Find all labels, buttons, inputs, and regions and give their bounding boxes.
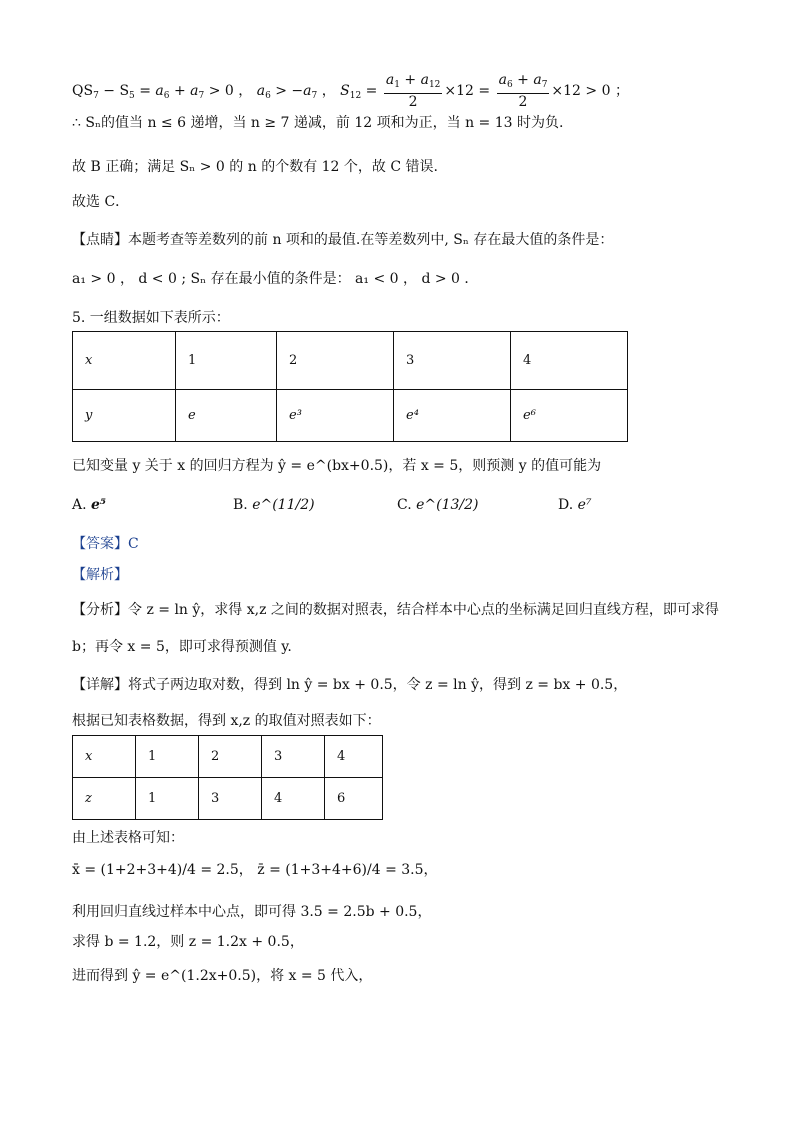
choice-b-value: e^(11/2) — [252, 497, 315, 513]
choice-a-label: A. — [72, 497, 87, 513]
analysis-line-1-text: 【分析】令 z = ln ŷ，求得 x,z 之间的数据对照表，结合样本中心点的坐标满足回归直线方程，即可求得 — [72, 602, 719, 618]
table-cell: 2 — [199, 736, 262, 778]
table-row — [73, 390, 628, 442]
center-line — [72, 902, 431, 922]
from-table-line — [72, 828, 184, 848]
choice-d-value: e⁷ — [577, 497, 592, 513]
tip-text-2: a₁ > 0 ， d < 0 ; Sₙ 存在最小值的条件是： a₁ < 0 ， d > 0 ． — [72, 271, 479, 287]
table-cell: z — [73, 778, 136, 820]
line-3-text: 故 B 正确；满足 Sₙ > 0 的 n 的个数有 12 个，故 C 错误. — [72, 159, 438, 175]
choice-b-label: B. — [233, 497, 248, 513]
table-cell: 3 — [262, 736, 325, 778]
line-4-text: 故选 C． — [72, 194, 130, 210]
analysis-text: 【解析】 — [72, 567, 128, 583]
table-cell: e — [176, 390, 277, 442]
table-cell: y — [73, 390, 176, 442]
table-cell: x — [73, 736, 136, 778]
table-cell: 3 — [394, 332, 511, 390]
detail-line-text: 【详解】将式子两边取对数，得到 ln ŷ = bx + 0.5，令 z = ln ŷ，得到 z = bx + 0.5， — [72, 677, 628, 693]
table-cell: x — [73, 332, 176, 390]
choice-c-value: e^(13/2) — [416, 497, 479, 513]
analysis-heading — [72, 565, 128, 585]
answer-text: 【答案】C — [72, 536, 139, 552]
mean-line — [72, 860, 438, 880]
analysis-line-1 — [72, 600, 719, 620]
solution-line-2 — [72, 113, 563, 133]
question-5-text: 5. 一组数据如下表所示： — [72, 310, 230, 326]
table-cell: 1 — [136, 778, 199, 820]
answer-line — [72, 534, 139, 554]
data-table-2 — [72, 735, 383, 820]
table-2-intro-text: 根据已知表格数据，得到 x,z 的取值对照表如下： — [72, 713, 381, 729]
table-row — [73, 736, 383, 778]
final-text: 进而得到 ŷ = e^(1.2x+0.5)，将 x = 5 代入， — [72, 968, 373, 984]
table-cell: 6 — [325, 778, 383, 820]
table-cell: 3 — [199, 778, 262, 820]
solution-line-3 — [72, 157, 438, 177]
question-5-body — [72, 456, 601, 476]
table-cell: 4 — [511, 332, 628, 390]
table-cell: 4 — [325, 736, 383, 778]
detail-line — [72, 675, 627, 695]
line-2-text: ∴ Sₙ的值当 n ≤ 6 递增，当 n ≥ 7 递减，前 12 项和为正，当 n = 13 时为负. — [72, 115, 564, 131]
from-table-text: 由上述表格可知： — [72, 830, 184, 846]
center-text: 利用回归直线过样本中心点，即可得 3.5 = 2.5b + 0.5， — [72, 904, 432, 920]
table-2-intro — [72, 711, 381, 731]
table-cell: 2 — [277, 332, 394, 390]
choice-a-value: e⁵ — [91, 497, 107, 513]
table-cell: 1 — [136, 736, 199, 778]
analysis-line-2 — [72, 637, 292, 657]
table-cell: e³ — [277, 390, 394, 442]
solution-line-4 — [72, 192, 129, 212]
b-text: 求得 b = 1.2，则 z = 1.2x + 0.5， — [72, 934, 304, 950]
table-cell: 4 — [262, 778, 325, 820]
data-table-1 — [72, 331, 628, 442]
table-row — [73, 332, 628, 390]
question-5-title — [72, 308, 230, 328]
choice-c-label: C. — [397, 497, 412, 513]
b-line — [72, 932, 304, 952]
final-line — [72, 966, 372, 986]
tip-text-1: 【点睛】本题考查等差数列的前 n 项和的最值.在等差数列中, Sₙ 存在最大值的条件是： — [72, 232, 614, 248]
analysis-line-2-text: b；再令 x = 5，即可求得预测值 y. — [72, 639, 292, 655]
choice-d — [558, 497, 592, 513]
table-row — [73, 778, 383, 820]
table-cell: 1 — [176, 332, 277, 390]
choice-a — [72, 497, 106, 513]
tip-line-2 — [72, 269, 478, 289]
table-cell: e⁶ — [511, 390, 628, 442]
solution-line-1: $QS_7 - S_5 = a_6 + a_7 > 0$ ， $a_6 > -a_7$ ， $S_{12}$ = $\frac{a_1 + a_{12}}{2}$ ×12 = $\frac{a_6 + a_7}{2}$ ×12 > 0 ； — [72, 72, 629, 110]
choice-b — [233, 497, 315, 513]
choice-d-label: D. — [558, 497, 574, 513]
tip-line-1 — [72, 230, 613, 250]
mean-text: x̄ = (1+2+3+4)/4 = 2.5， z̄ = (1+3+4+6)/4 = 3.5， — [72, 862, 438, 878]
question-5-body-text: 已知变量 y 关于 x 的回归方程为 ŷ = e^(bx+0.5)，若 x = 5，则预测 y 的值可能为 — [72, 458, 602, 474]
table-cell: e⁴ — [394, 390, 511, 442]
choice-c — [397, 497, 479, 513]
